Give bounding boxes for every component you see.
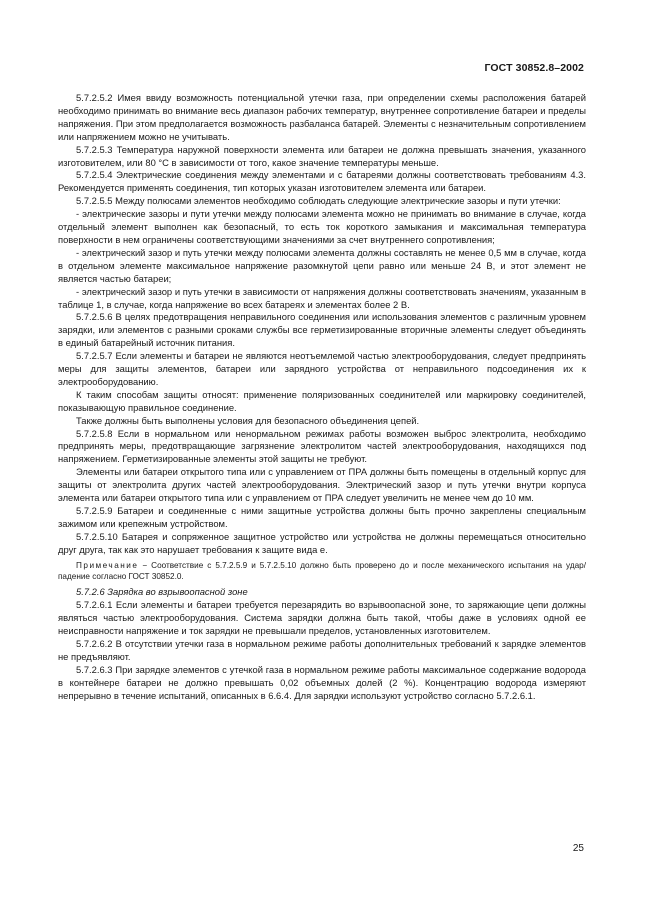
paragraph-5-7-2-5-6: 5.7.2.5.6 В целях предотвращения неправильного соединения или использования элементов с различным уровнем зарядки, или элементов с разными сроками службы все герметизированные вторичные элементы следует объединять в единый батарейный источник питания.	[58, 311, 586, 349]
note-label: Примечание	[76, 560, 139, 570]
paragraph-5-7-2-5-7: 5.7.2.5.7 Если элементы и батареи не являются неотъемлемой частью электрооборудования, следует предпринять меры для защиты элементов, батареи или зарядного устройства от неправильного подсоединения их к электрооборудованию.	[58, 350, 586, 387]
list-item-clearance-2: - электрический зазор и путь утечки между полюсами элемента должны составлять не менее 0,5 мм в случае, когда в отдельном элементе максимальное напряжение разомкнутой цепи равно или меньше 24 В, и этот элемент не является частью батареи;	[58, 246, 586, 284]
paragraph-protection-methods: К таким способам защиты относят: применение поляризованных соединителей или маркировку соединителей, показывающую правильное соединение.	[58, 388, 586, 413]
paragraph-5-7-2-6-2: 5.7.2.6.2 В отсутствии утечки газа в нормальном режиме работы дополнительных требований к зарядке элементов не предъявляют.	[58, 638, 586, 662]
paragraph-5-7-2-6-1: 5.7.2.6.1 Если элементы и батареи требуется перезарядить во взрывоопасной зоне, то заряжающие цепи должны являться частью электрооборудования. Система зарядки должна быть такой, чтобы даже в условиях одной ее неисправности напряжение и ток зарядки не превышали пределов, установленных изготовителем.	[58, 599, 586, 637]
document-body	[58, 92, 586, 703]
paragraph-5-7-2-5-10: 5.7.2.5.10 Батарея и сопряженное защитное устройство или устройства не должны перемещаться относительно друг друга, так как это нарушает требования к защите вида е.	[58, 530, 586, 555]
paragraph-circuit-conditions: Также должны быть выполнены условия для безопасного объединения цепей.	[76, 414, 420, 426]
paragraph-5-7-2-5-5: 5.7.2.5.5 Между полюсами элементов необходимо соблюдать следующие электрические зазоры и пути утечки:	[76, 195, 561, 207]
paragraph-5-7-2-5-8: 5.7.2.5.8 Если в нормальном или ненормальном режимах работы возможен выброс электролита, необходимо предпринять меры, предотвращающие загрязнение электролитом частей электрооборудования, находящихся под напряжением. Герметизированные элементы этой защиты не требуют.	[58, 427, 586, 465]
page-number: 25	[572, 843, 584, 854]
paragraph-5-7-2-6-3: 5.7.2.6.3 При зарядке элементов с утечкой газа в нормальном режиме работы максимальное содержание водорода в контейнере батареи не должно превышать 0,02 объемных долей (2 %). Концентрацию водорода измеряют непрерывно в течение испытаний, описанных в 6.6.4. Для зарядки используют устройство согласно 5.7.2.6.1.	[58, 663, 586, 701]
note-text: − Соответствие с 5.7.2.5.9 и 5.7.2.5.10 должно быть проверено до и после механического испытания на удар/падение согласно ГОСТ 30852.0.	[58, 560, 586, 582]
note	[58, 560, 586, 583]
paragraph-5-7-2-5-3: 5.7.2.5.3 Температура наружной поверхности элемента или батареи не должна превышать значения, указанного изготовителем, или 80 °С в зависимости от того, какое значение температуры меньше.	[58, 143, 586, 168]
paragraph-5-7-2-5-9: 5.7.2.5.9 Батареи и соединенные с ними защитные устройства должны быть прочно закреплены специальным зажимом или крепежным устройством.	[58, 505, 586, 529]
paragraph-5-7-2-5-4: 5.7.2.5.4 Электрические соединения между элементами и с батареями должны соответствовать требованиям 4.3. Рекомендуется применять соединения, тип которых указан изготовителем элемента или батареи.	[58, 169, 586, 194]
section-heading-5-7-2-6: 5.7.2.6 Зарядка во взрывоопасной зоне	[76, 586, 248, 598]
paragraph-5-7-2-5-2: 5.7.2.5.2 Имея ввиду возможность потенциальной утечки газа, при определении схемы расположения батарей необходимо принимать во внимание весь диапазон рабочих температур, внутреннее сопротивление батареи и пределы напряжения. При этом предполагается возможность разбаланса батарей. Элементы с незначительным сопротивлением или напряжением можно не учитывать.	[58, 92, 586, 142]
document-header: ГОСТ 30852.8–2002	[484, 62, 584, 74]
list-item-clearance-3: - электрический зазор и путь утечки в зависимости от напряжения должны соответствовать значениям, указанным в таблице 1, в случае, когда напряжение во всех батареях и элементах более 2 В.	[58, 285, 586, 310]
paragraph-open-type-cells: Элементы или батареи открытого типа или с управлением от ПРА должны быть помещены в отдельный корпус для защиты от электролита других частей электрооборудования. Электрический зазор и путь утечки внутри корпуса элемента или батареи открытого типа или с управлением от ПРА следует увеличить не менее чем до 10 мм.	[58, 466, 586, 504]
list-item-clearance-1: - электрические зазоры и пути утечки между полюсами элемента можно не принимать во внимание в случае, когда отдельный элемент выполнен как безопасный, то есть ток короткого замыкания и максимальная температура поверхности в нем ограничены соответствующими значениями за счет внутреннего сопротивления;	[58, 208, 586, 245]
